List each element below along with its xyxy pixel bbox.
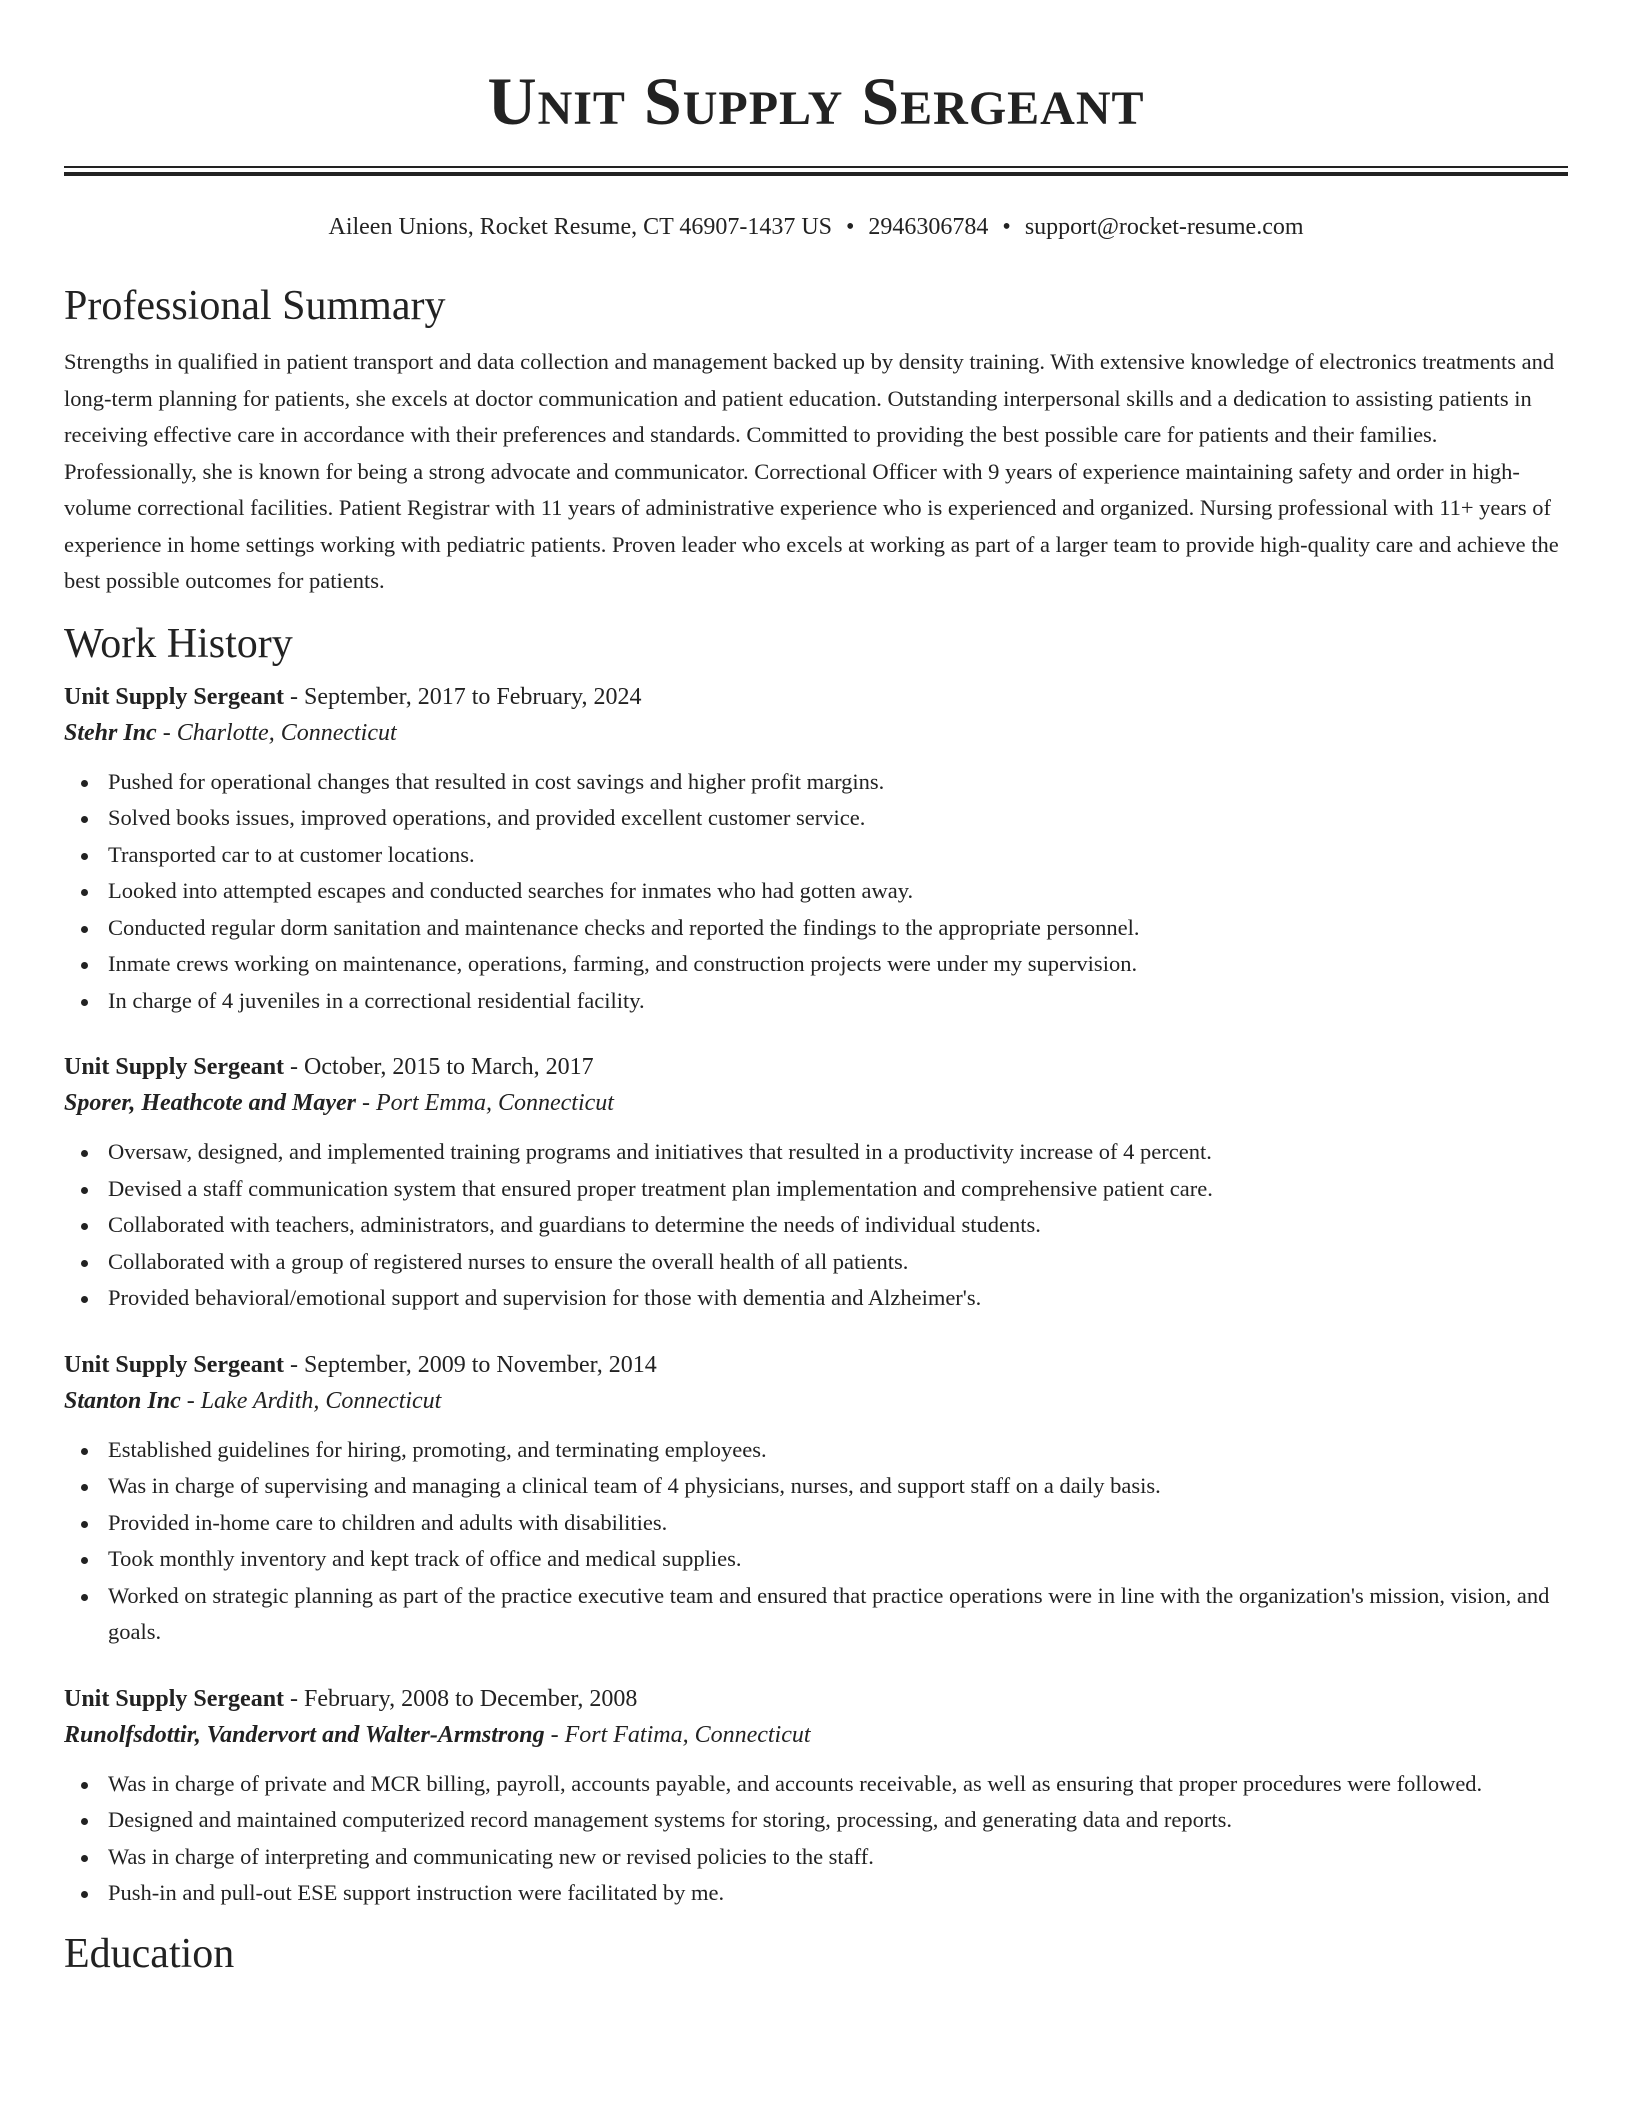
job-entry [64,1050,1568,1317]
job-entry [64,680,1568,1020]
job-location: - Charlotte, Connecticut [156,719,397,746]
list-item: Provided behavioral/emotional support and supervision for those with dementia and Alzheimer's. [108,1280,1568,1317]
list-item: Designed and maintained computerized record management systems for storing, processing, and generating data and reports. [108,1802,1568,1839]
job-duties-list [64,1432,1568,1651]
job-company: Stanton Inc [64,1387,181,1414]
list-item: In charge of 4 juveniles in a correctional residential facility. [108,983,1568,1020]
job-company: Stehr Inc [64,719,157,746]
contact-address: Aileen Unions, Rocket Resume, CT 46907-1437 US [328,214,833,240]
job-title-line [64,680,1568,714]
job-role: Unit Supply Sergeant [64,1351,285,1378]
job-dates: - September, 2017 to February, 2024 [284,683,642,710]
contact-separator: • [1002,214,1011,240]
title-divider [64,166,1568,176]
job-dates: - October, 2015 to March, 2017 [284,1054,594,1080]
contact-separator: • [846,214,855,240]
list-item: Solved books issues, improved operations, and provided excellent customer service. [108,800,1568,837]
list-item: Established guidelines for hiring, promoting, and terminating employees. [108,1432,1568,1469]
work-history-heading: Work History [64,620,293,667]
list-item: Collaborated with teachers, administrators, and guardians to determine the needs of individual students. [108,1207,1568,1244]
job-company-line [64,1382,1568,1420]
job-title-line [64,1348,1568,1382]
list-item: Conducted regular dorm sanitation and maintenance checks and reported the findings to the appropriate personnel. [108,910,1568,947]
list-item: Was in charge of interpreting and communicating new or revised policies to the staff. [108,1839,1568,1876]
summary-text: Strengths in qualified in patient transport and data collection and management backed up by density training. With extensive knowledge of electronics treatments and long-term planning for patients, she excels at doctor communication and patient education. Outstanding interpersonal skills and a dedication to assisting patients in receiving effective care in accordance with their preferences and standards. Committed to providing the best possible care for patients and their families. Professionally, she is known for being a strong advocate and communicator. Correctional Officer with 9 years of experience maintaining safety and order in high-volume correctional facilities. Patient Registrar with 11 years of administrative experience who is experienced and organized. Nursing professional with 11+ years of experience in home settings working with pediatric patients. Proven leader who excels at working as part of a larger team to provide high-quality care and achieve the best possible outcomes for patients. [64,349,1559,593]
job-duties-list [64,764,1568,1020]
contact-line [64,212,1568,242]
contact-phone: 2946306784 [868,214,989,240]
job-role: Unit Supply Sergeant [64,683,285,710]
list-item: Looked into attempted escapes and conducted searches for inmates who had gotten away. [108,873,1568,910]
education-heading: Education [64,1930,235,1977]
list-item: Took monthly inventory and kept track of office and medical supplies. [108,1541,1568,1578]
job-company: Runolfsdottir, Vandervort and Walter-Armstrong [64,1721,545,1748]
list-item: Was in charge of supervising and managing a clinical team of 4 physicians, nurses, and support staff on a daily basis. [108,1468,1568,1505]
list-item: Worked on strategic planning as part of the practice executive team and ensured that practice operations were in line with the organization's mission, vision, and goals. [108,1578,1568,1651]
contact-email: support@rocket-resume.com [1024,214,1304,240]
job-title-line [64,1050,1568,1084]
list-item: Pushed for operational changes that resulted in cost savings and higher profit margins. [108,764,1568,801]
list-item: Transported car to at customer locations. [108,837,1568,874]
job-role: Unit Supply Sergeant [64,1054,285,1080]
list-item: Oversaw, designed, and implemented training programs and initiatives that resulted in a productivity increase of 4 percent. [108,1134,1568,1171]
job-company: Sporer, Heathcote and Mayer [64,1090,356,1116]
job-location: - Port Emma, Connecticut [356,1090,614,1116]
job-list [64,680,1568,1912]
job-dates: - February, 2008 to December, 2008 [284,1685,638,1712]
resume-title: Unit Supply Sergeant [487,63,1145,139]
list-item: Inmate crews working on maintenance, operations, farming, and construction projects were under my supervision. [108,946,1568,983]
job-role: Unit Supply Sergeant [64,1685,285,1712]
job-company-line [64,714,1568,752]
list-item: Push-in and pull-out ESE support instruction were facilitated by me. [108,1875,1568,1912]
list-item: Was in charge of private and MCR billing, payroll, accounts payable, and accounts receivable, as well as ensuring that proper procedures were followed. [108,1766,1568,1803]
job-location: - Fort Fatima, Connecticut [544,1721,811,1748]
job-duties-list [64,1134,1568,1317]
job-entry [64,1682,1568,1912]
job-company-line [64,1084,1568,1122]
summary-heading: Professional Summary [64,283,446,329]
job-location: - Lake Ardith, Connecticut [180,1387,442,1414]
list-item: Devised a staff communication system that ensured proper treatment plan implementation and comprehensive patient care. [108,1171,1568,1208]
list-item: Collaborated with a group of registered nurses to ensure the overall health of all patients. [108,1244,1568,1281]
job-entry [64,1348,1568,1651]
job-title-line [64,1682,1568,1716]
job-company-line [64,1716,1568,1754]
job-dates: - September, 2009 to November, 2014 [284,1351,657,1378]
list-item: Provided in-home care to children and adults with disabilities. [108,1505,1568,1542]
job-duties-list [64,1766,1568,1912]
